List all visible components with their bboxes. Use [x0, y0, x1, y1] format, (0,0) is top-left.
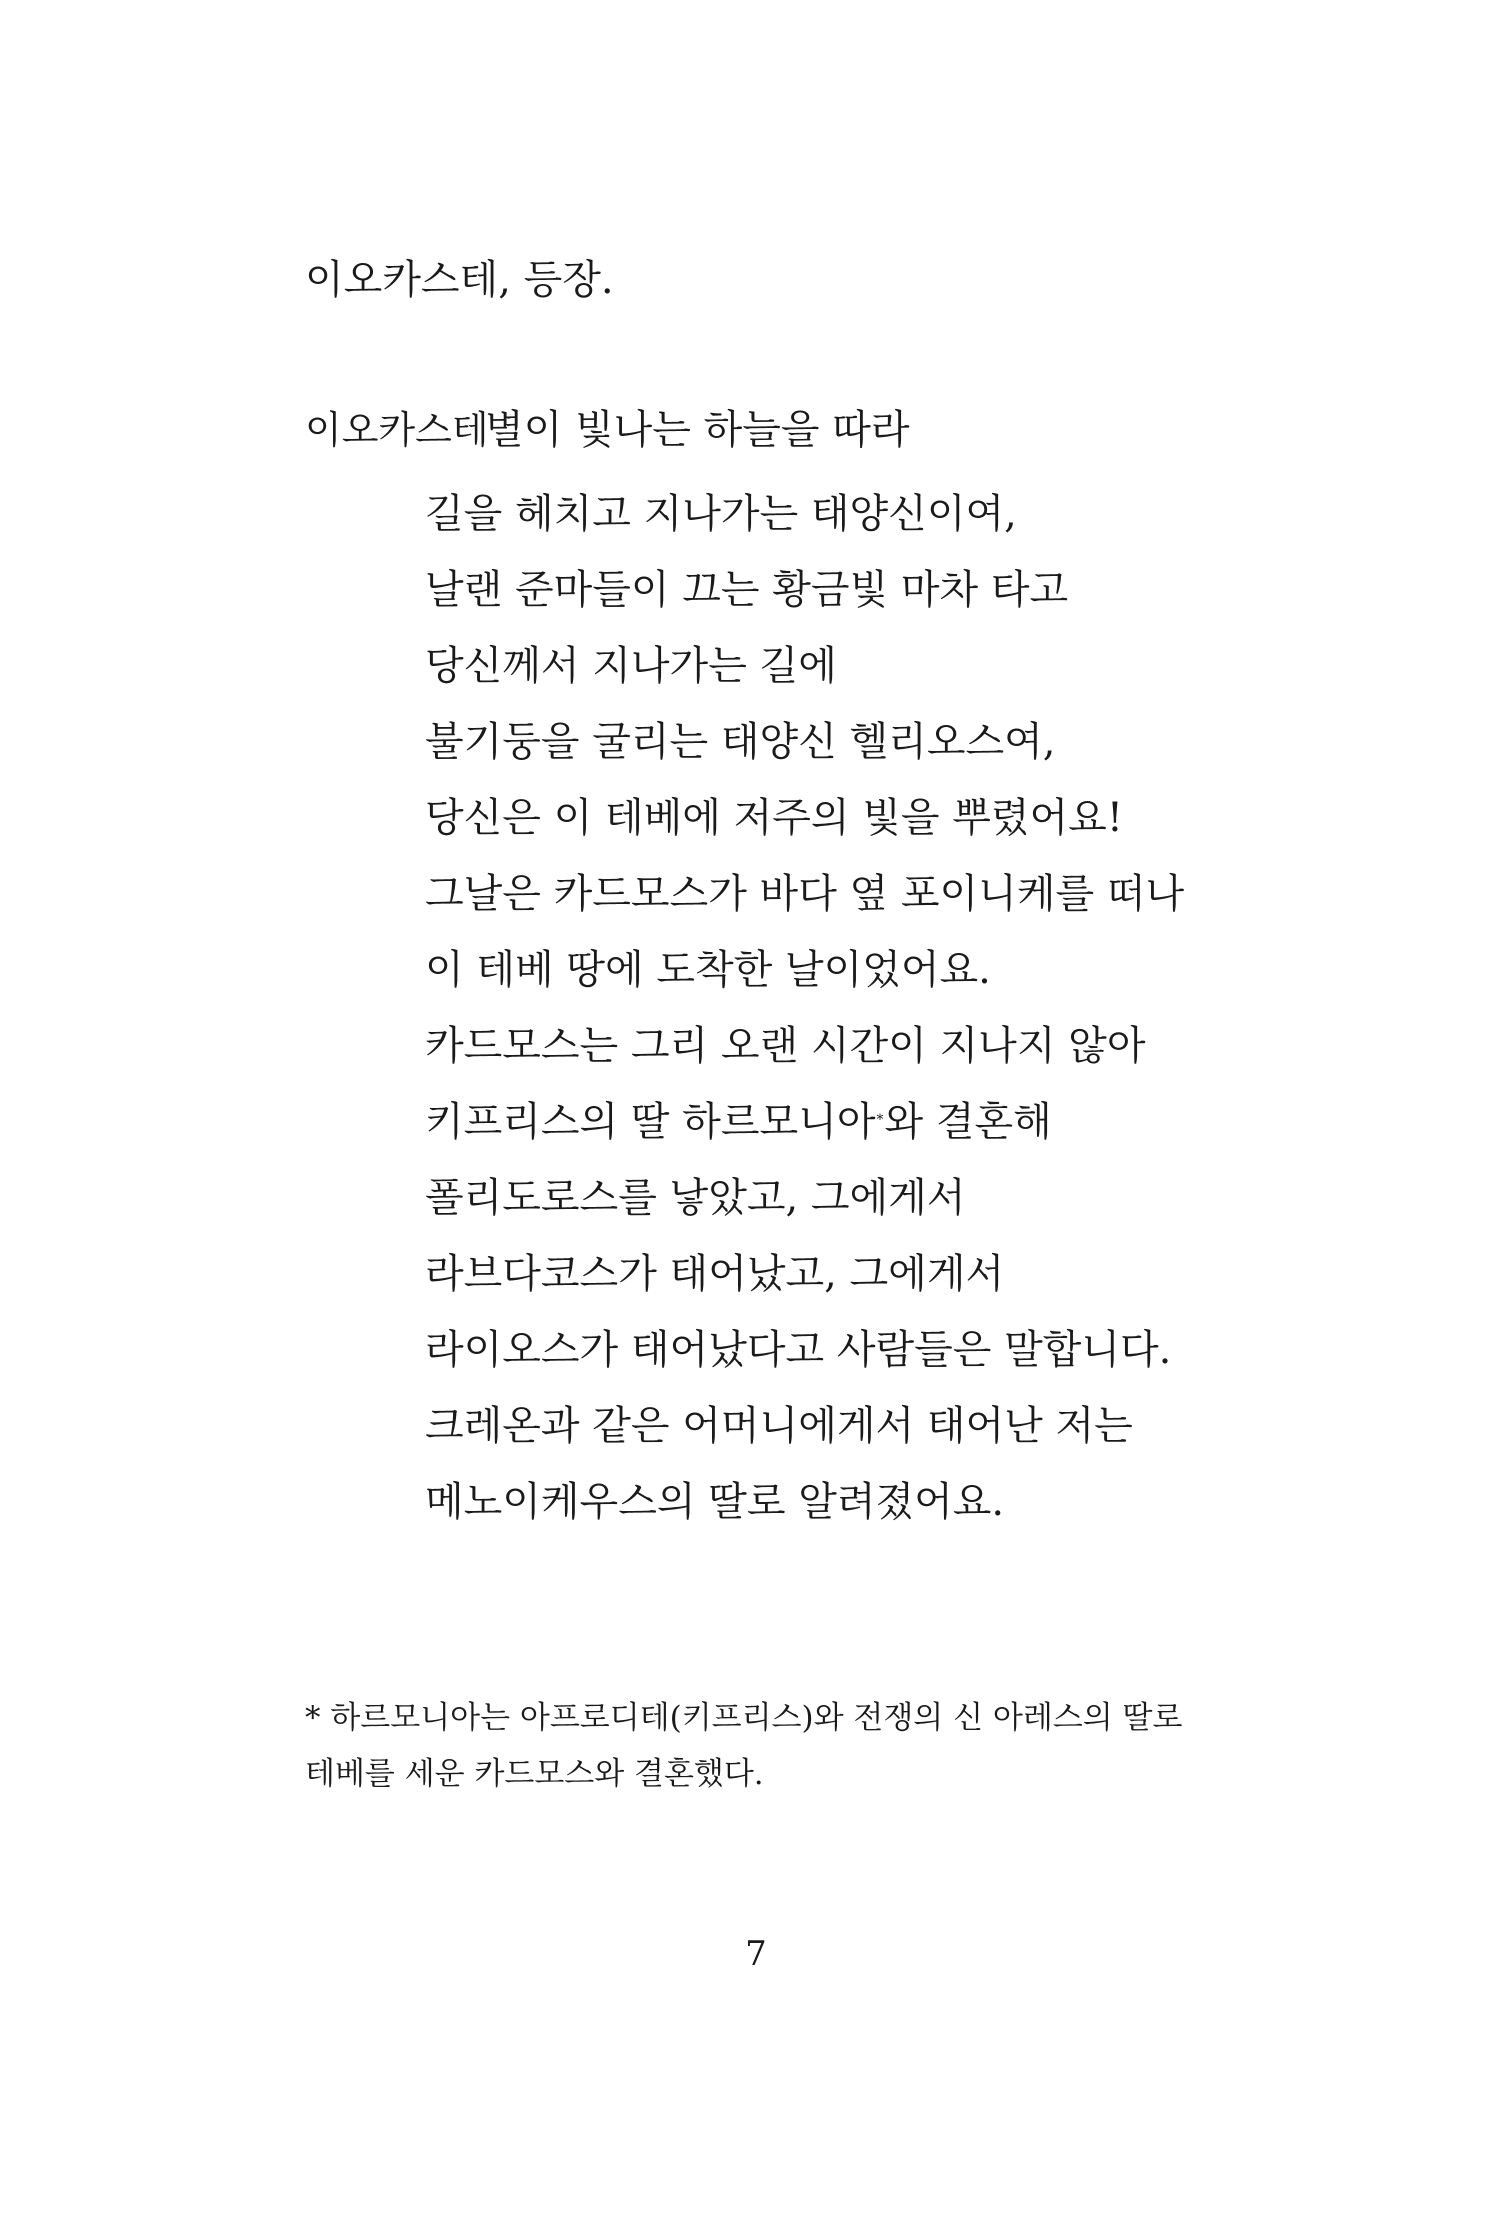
verse-line: 불기둥을 굴리는 태양신 헬리오스여,: [425, 719, 1056, 765]
stage-direction: 이오카스테, 등장.: [305, 257, 614, 303]
verse-line: 메노이케우스의 딸로 알려졌어요.: [425, 1479, 1005, 1525]
verse-line: 크레온과 같은 어머니에게서 태어난 저는: [425, 1403, 1133, 1449]
speaker-name: 이오카스테: [305, 408, 489, 452]
verse-line: 라이오스가 태어났다고 사람들은 말합니다.: [425, 1327, 1172, 1373]
verse-line: 폴리도로스를 낳았고, 그에게서: [425, 1175, 966, 1221]
verse-line: 당신께서 지나가는 길에: [425, 643, 837, 689]
footnote: [305, 1690, 1265, 1802]
verse-line: 이 테베 땅에 도착한 날이었어요.: [425, 947, 991, 993]
footnote-line: 테베를 세운 카드모스와 결혼했다.: [305, 1756, 764, 1792]
verse-line: 카드모스는 그리 오랜 시간이 지나지 않아: [425, 1023, 1146, 1069]
verse-text: 키프리스의 딸 하르모니아: [425, 1099, 876, 1145]
verse-line: 라브다코스가 태어났고, 그에게서: [425, 1251, 1005, 1297]
footnote-line: * 하르모니아는 아프로디테(키프리스)와 전쟁의 신 아레스의 딸로: [305, 1700, 1183, 1736]
verse-line-harmonia: [425, 1084, 1184, 1160]
page-number: 7: [745, 1934, 767, 1974]
verse-line-first: 별이 빛나는 하늘을 따라: [485, 407, 910, 453]
verse-line: 길을 헤치고 지나가는 태양신이여,: [425, 491, 1017, 537]
verse-line: 날랜 준마들이 끄는 황금빛 마차 타고: [425, 567, 1069, 613]
verse-lines: [425, 476, 1184, 1540]
footnote-marker: *: [876, 1112, 884, 1128]
verse-line: 그날은 카드모스가 바다 옆 포이니케를 떠나: [425, 871, 1185, 917]
verse-text: 와 결혼해: [884, 1099, 1052, 1145]
verse-line: 당신은 이 테베에 저주의 빛을 뿌렸어요!: [425, 795, 1123, 841]
